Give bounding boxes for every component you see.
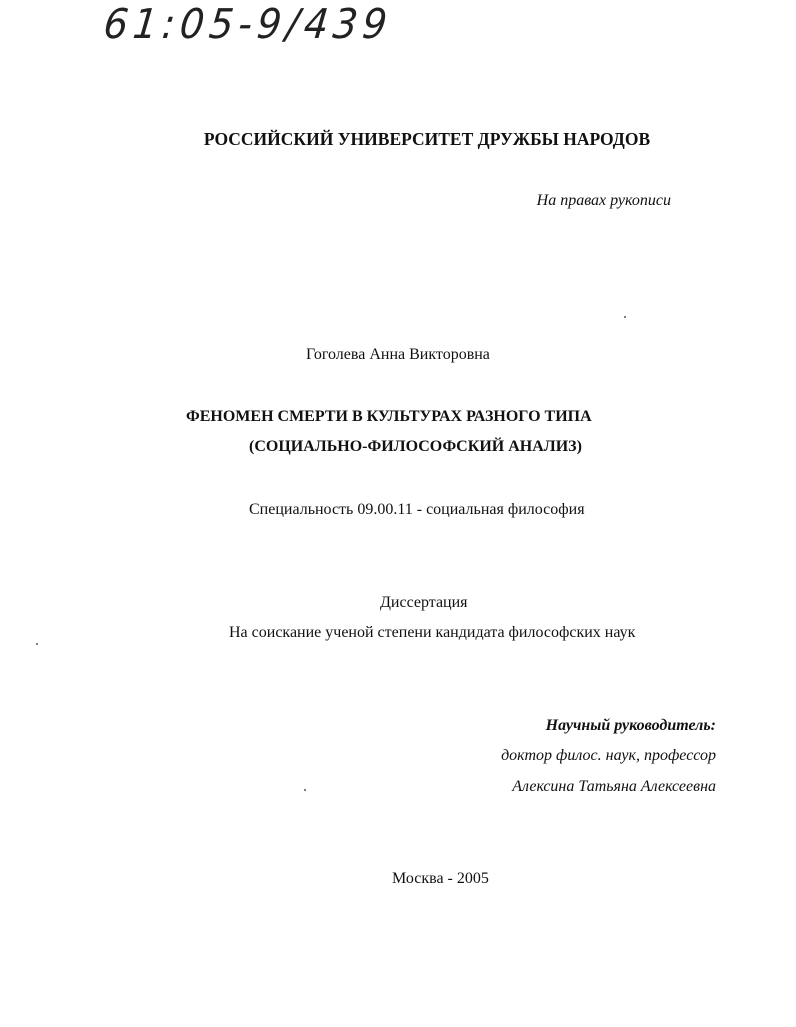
- scan-speck: [304, 789, 306, 791]
- university-name-text: РОССИЙСКИЙ УНИВЕРСИТЕТ ДРУЖБЫ НАРОДОВ: [203, 129, 651, 149]
- specialty: Специальность 09.00.11 - социальная философия: [249, 501, 585, 518]
- supervisor-label: Научный руководитель:: [545, 717, 716, 734]
- degree-sought: На соискание ученой степени кандидата философских наук: [229, 624, 636, 641]
- supervisor-name: Алексина Татьяна Алексеевна: [512, 778, 716, 795]
- manuscript-rights-note: На правах рукописи: [536, 192, 671, 209]
- city-and-year: Москва - 2005: [392, 870, 489, 887]
- dissertation-title-line-2: (СОЦИАЛЬНО-ФИЛОСОФСКИЙ АНАЛИЗ): [249, 438, 582, 455]
- scan-speck: [624, 316, 626, 318]
- scan-speck: [36, 643, 38, 645]
- handwritten-archive-code: 61:05-9/439: [101, 0, 395, 48]
- university-name: [0, 129, 796, 150]
- document-type: Диссертация: [380, 594, 468, 611]
- author-name: Гоголева Анна Викторовна: [306, 346, 490, 363]
- supervisor-degree: доктор филос. наук, профессор: [501, 747, 716, 764]
- dissertation-title-line-1: ФЕНОМЕН СМЕРТИ В КУЛЬТУРАХ РАЗНОГО ТИПА: [186, 408, 592, 425]
